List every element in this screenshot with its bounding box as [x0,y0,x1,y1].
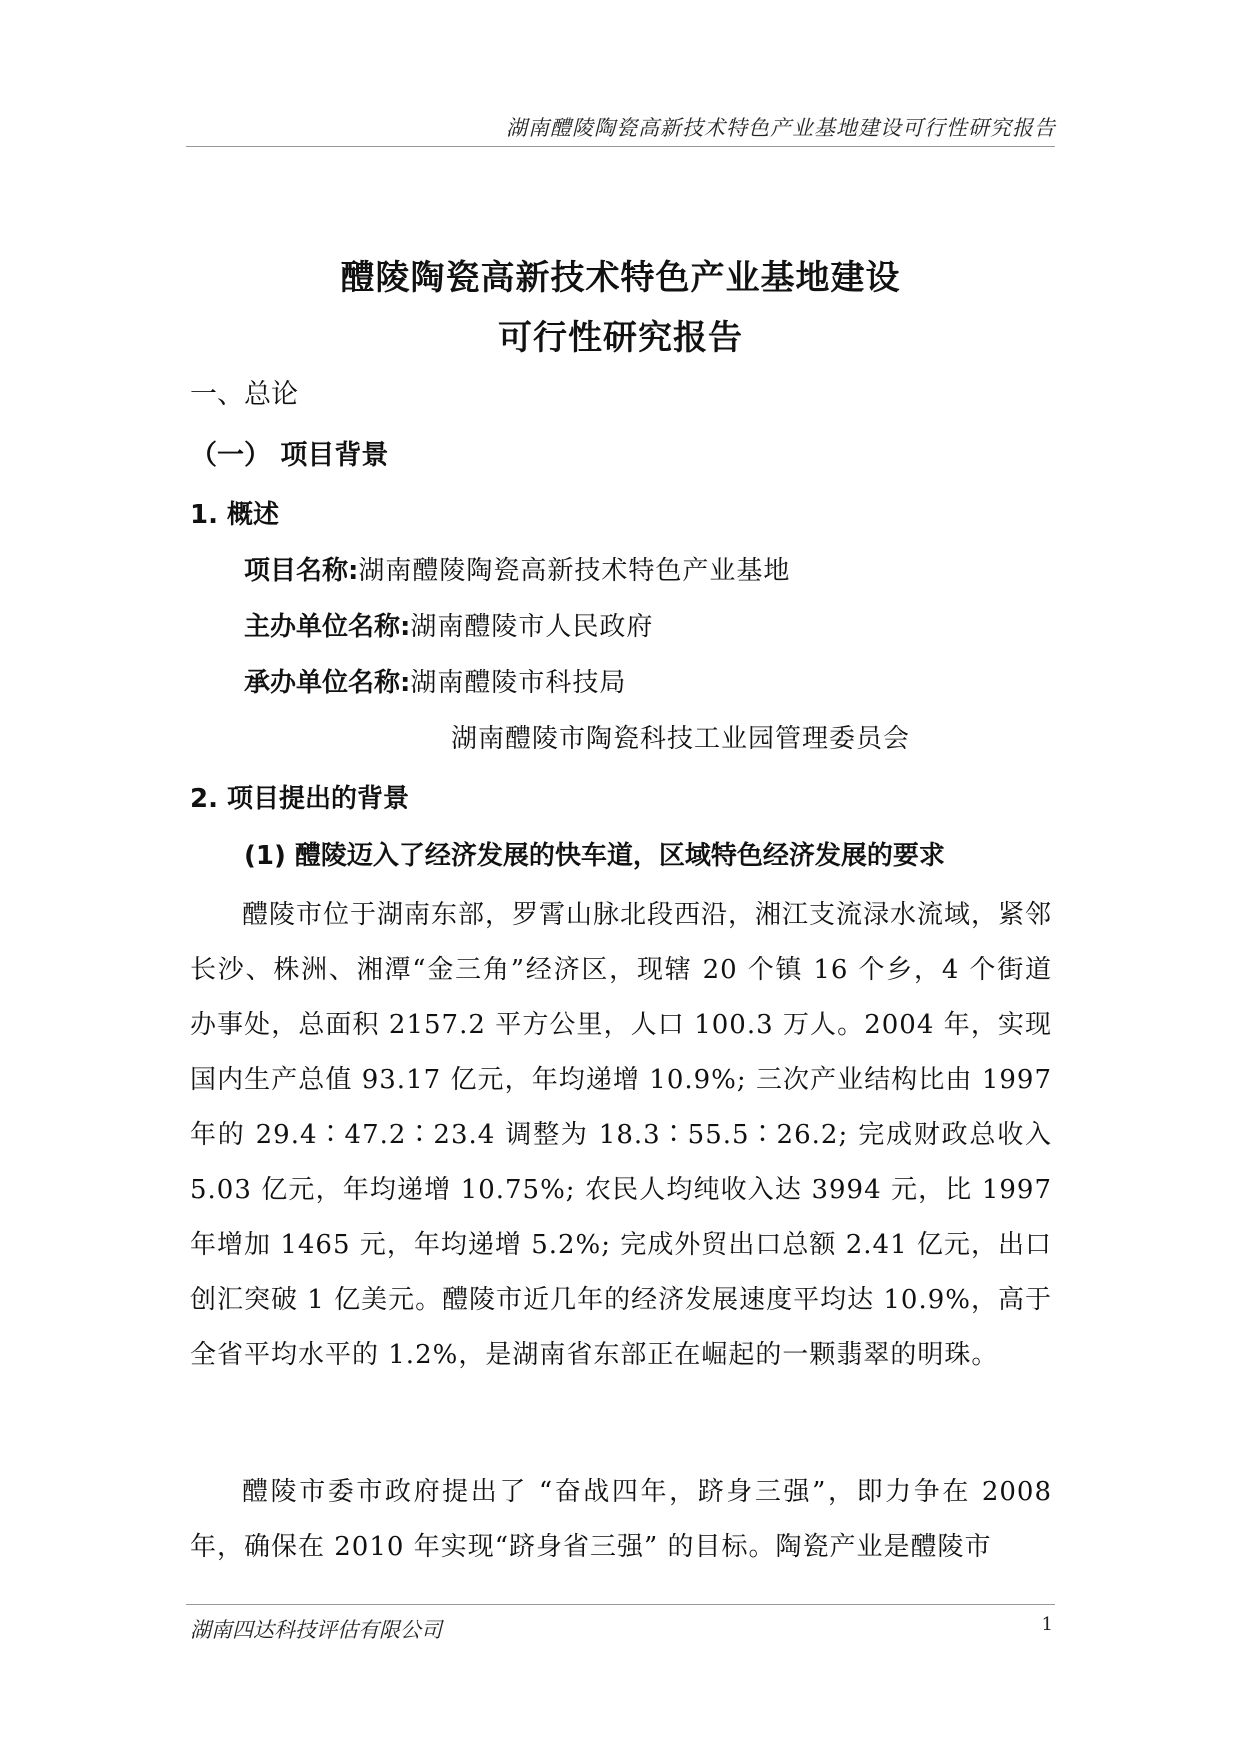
sponsor-row [244,606,653,643]
header-rule [186,146,1055,147]
subsection-heading-background: （一） 项目背景 [190,440,389,471]
footer-company: 湖南四达科技评估有限公司 [190,1618,442,1642]
organizer-value-1: 湖南醴陵市科技局 [410,668,627,698]
item-heading-overview: 1. 概述 [190,500,280,530]
body-paragraph-2: 醴陵市委市政府提出了 “奋战四年，跻身三强”，即力争在 2008 年，确保在 2010 年实现“跻身省三强” 的目标。陶瓷产业是醴陵市 [190,1477,1052,1562]
organizer-row-2 [451,718,910,755]
section-heading-general: 一、总论 [190,379,298,410]
sub-heading-economy: (1) 醴陵迈入了经济发展的快车道，区域特色经济发展的要求 [244,841,945,871]
project-name-label: 项目名称: [244,556,359,586]
document-title-line2: 可行性研究报告 [498,318,743,358]
sponsor-value: 湖南醴陵市人民政府 [410,612,654,642]
footer-rule [186,1604,1055,1605]
project-name-value: 湖南醴陵陶瓷高新技术特色产业基地 [358,556,791,586]
item-heading-background: 2. 项目提出的背景 [190,784,410,814]
organizer-label: 承办单位名称: [244,668,411,698]
running-header: 湖南醴陵陶瓷高新技术特色产业基地建设可行性研究报告 [506,116,1056,140]
document-title-line1: 醴陵陶瓷高新技术特色产业基地建设 [340,258,901,298]
sponsor-label: 主办单位名称: [244,612,411,642]
project-name-row [244,550,790,587]
page-number: 1 [1041,1614,1053,1635]
organizer-value-2: 湖南醴陵市陶瓷科技工业园管理委员会 [451,724,911,754]
organizer-row [244,662,626,699]
body-paragraph-1: 醴陵市位于湖南东部，罗霄山脉北段西沿，湘江支流渌水流域，紧邻长沙、株洲、湘潭“金三角”经济区，现辖 20 个镇 16 个乡，4 个街道办事处，总面积 2157.2 平方公里，人口 100.3 万人。2004 年，实现国内生产总值 93.17 亿元，年均递增 10.9%; 三次产业结构比由 1997 年的 29.4∶47.2∶23.4 调整为 18.3∶55.5∶26.2; 完成财政总收入 5.03 亿元，年均递增 10.75%; 农民人均纯收入达 3994 元，比 1997 年增加 1465 元，年均递增 5.2%; 完成外贸出口总额 2.41 亿元，出口创汇突破 1 亿美元。醴陵市近几年的经济发展速度平均达 10.9%，高于全省平均水平的 1.2%，是湖南省东部正在崛起的一颗翡翠的明珠。 [190,900,1053,1370]
